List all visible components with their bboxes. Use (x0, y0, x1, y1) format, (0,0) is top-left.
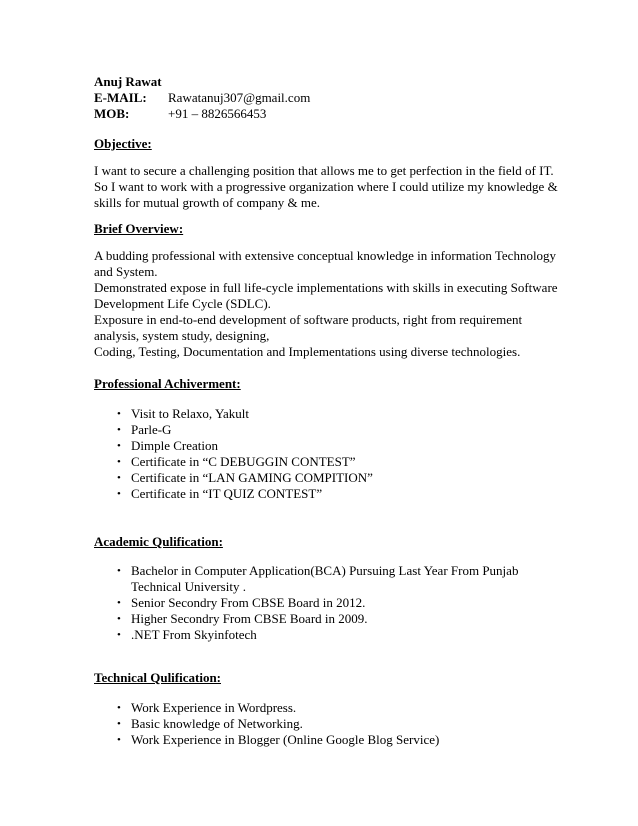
list-item (94, 563, 571, 595)
achievement-list (94, 406, 571, 502)
overview-line: Demonstrated expose in full life-cycle implementations with skills in executing Software (94, 280, 558, 295)
technical-item: Work Experience in Blogger (Online Google Blog Service) (131, 732, 440, 747)
objective-text (94, 163, 564, 211)
achievement-item: Certificate in “LAN GAMING COMPITION” (131, 470, 373, 485)
bullet-icon: • (117, 597, 121, 609)
technical-list (94, 700, 571, 748)
objective-heading: Objective: (94, 136, 152, 151)
overview-line: Coding, Testing, Documentation and Implementations using diverse technologies. (94, 344, 521, 359)
overview-line: and System. (94, 264, 158, 279)
overview-line: analysis, system study, designing, (94, 328, 270, 343)
mobile-value: +91 – 8826566453 (168, 106, 267, 121)
bullet-icon: • (117, 613, 121, 625)
academic-item-line: Technical University . (131, 579, 246, 594)
list-item (94, 422, 571, 438)
overview-line: A budding professional with extensive conceptual knowledge in information Technology (94, 248, 557, 263)
list-item (94, 454, 571, 470)
list-item (94, 732, 571, 748)
achievement-item: Parle-G (131, 422, 172, 437)
bullet-icon: • (117, 424, 121, 436)
academic-item-line: Bachelor in Computer Application(BCA) Pursuing Last Year From Punjab (131, 563, 519, 578)
achievement-item: Certificate in “C DEBUGGIN CONTEST” (131, 454, 356, 469)
contact-header (94, 74, 310, 122)
bullet-icon: • (117, 472, 121, 484)
objective-line: So I want to work with a progressive organization where I could utilize my knowledge & (94, 179, 558, 194)
overview-text (94, 248, 564, 360)
mobile-label: MOB: (94, 106, 130, 121)
achievement-item: Certificate in “IT QUIZ CONTEST” (131, 486, 323, 501)
list-item (94, 700, 571, 716)
list-item (94, 716, 571, 732)
email-row (94, 90, 310, 106)
list-item (94, 627, 571, 643)
academic-heading: Academic Qulification: (94, 534, 223, 549)
bullet-icon: • (117, 565, 121, 577)
overview-line: Exposure in end-to-end development of software products, right from requirement (94, 312, 523, 327)
achievement-item: Dimple Creation (131, 438, 219, 453)
technical-item: Basic knowledge of Networking. (131, 716, 303, 731)
bullet-icon: • (117, 488, 121, 500)
objective-line: I want to secure a challenging position that allows me to get perfection in the field of IT. (94, 163, 554, 178)
achievement-item: Visit to Relaxo, Yakult (131, 406, 250, 421)
technical-heading: Technical Qulification: (94, 670, 221, 685)
academic-item: Higher Secondry From CBSE Board in 2009. (131, 611, 368, 626)
mobile-row (94, 106, 310, 122)
candidate-name: Anuj Rawat (94, 74, 162, 89)
list-item (94, 595, 571, 611)
achievement-heading: Professional Achiverment: (94, 376, 241, 391)
list-item (94, 611, 571, 627)
list-item (94, 486, 571, 502)
bullet-icon: • (117, 408, 121, 420)
list-item (94, 438, 571, 454)
bullet-icon: • (117, 440, 121, 452)
list-item (94, 406, 571, 422)
overview-line: Development Life Cycle (SDLC). (94, 296, 271, 311)
email-value: Rawatanuj307@gmail.com (168, 90, 311, 105)
academic-item: .NET From Skyinfotech (131, 627, 257, 642)
objective-line: skills for mutual growth of company & me. (94, 195, 321, 210)
email-label: E-MAIL: (94, 90, 147, 105)
bullet-icon: • (117, 629, 121, 641)
overview-heading: Brief Overview: (94, 221, 184, 236)
academic-item: Senior Secondry From CBSE Board in 2012. (131, 595, 366, 610)
technical-item: Work Experience in Wordpress. (131, 700, 297, 715)
bullet-icon: • (117, 456, 121, 468)
bullet-icon: • (117, 702, 121, 714)
academic-list (94, 563, 571, 643)
bullet-icon: • (117, 718, 121, 730)
list-item (94, 470, 571, 486)
bullet-icon: • (117, 734, 121, 746)
